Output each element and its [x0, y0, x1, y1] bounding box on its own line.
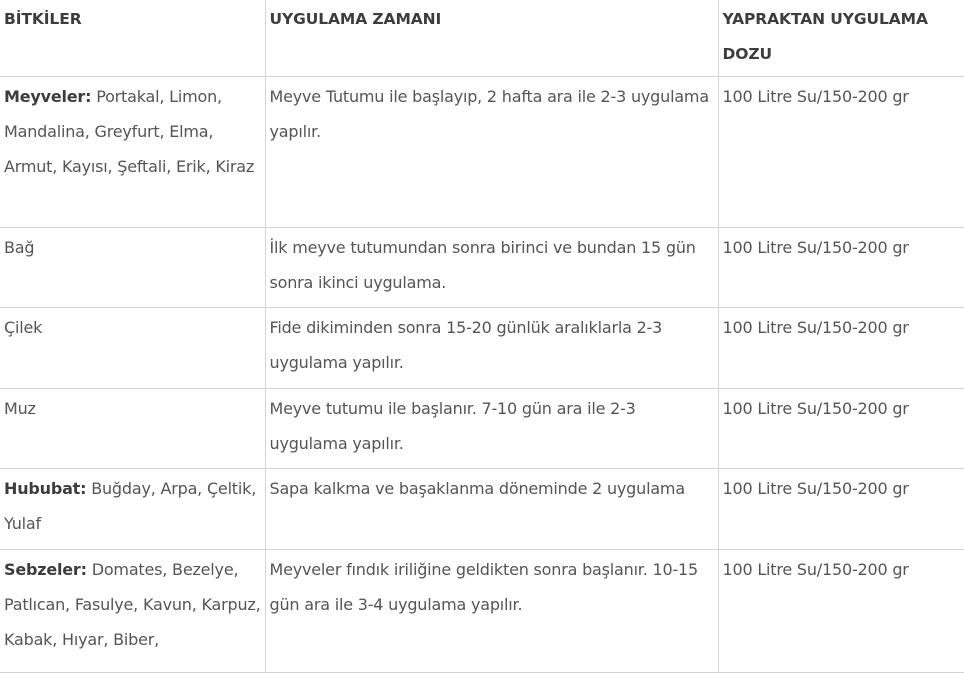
table-row [0, 389, 964, 469]
dose-cell: 100 Litre Su/150-200 gr [718, 77, 964, 228]
table-row [0, 550, 964, 673]
table-row [0, 77, 964, 228]
table-row [0, 228, 964, 308]
timing-cell: Meyve tutumu ile başlanır. 7-10 gün ara ile 2-3 uygulama yapılır. [265, 389, 718, 469]
plant-names: Portakal, Limon, Mandalina, Greyfurt, Elma, Armut, Kayısı, Şeftali, Erik, Kiraz [4, 87, 255, 176]
table-row [0, 308, 964, 389]
timing-cell: Fide dikiminden sonra 15-20 günlük aralıklarla 2-3 uygulama yapılır. [265, 308, 718, 389]
header-foliar-dose: YAPRAKTAN UYGULAMA DOZU [718, 0, 964, 77]
plants-cell [0, 77, 265, 228]
plant-names: Muz [4, 399, 36, 418]
plant-names: Çilek [4, 318, 43, 337]
dose-cell: 100 Litre Su/150-200 gr [718, 308, 964, 389]
header-application-time: UYGULAMA ZAMANI [265, 0, 718, 77]
plants-cell [0, 228, 265, 308]
timing-cell: Sapa kalkma ve başaklanma döneminde 2 uygulama [265, 469, 718, 550]
header-plants: BİTKİLER [0, 0, 265, 77]
timing-cell: Meyve Tutumu ile başlayıp, 2 hafta ara ile 2-3 uygulama yapılır. [265, 77, 718, 228]
plant-group-label: Sebzeler: [4, 560, 87, 579]
table-row [0, 469, 964, 550]
dose-cell: 100 Litre Su/150-200 gr [718, 469, 964, 550]
plant-group-label: Hububat: [4, 479, 87, 498]
plants-cell [0, 389, 265, 469]
timing-cell: İlk meyve tutumundan sonra birinci ve bundan 15 gün sonra ikinci uygulama. [265, 228, 718, 308]
plant-names: Buğday, Arpa, Çeltik, Yulaf [4, 479, 257, 533]
plant-names: Bağ [4, 238, 35, 257]
plant-group-label: Meyveler: [4, 87, 92, 106]
dose-cell: 100 Litre Su/150-200 gr [718, 389, 964, 469]
plants-cell [0, 308, 265, 389]
plants-cell [0, 469, 265, 550]
table-header-row [0, 0, 964, 77]
plant-names: Domates, Bezelye, Patlıcan, Fasulye, Kavun, Karpuz, Kabak, Hıyar, Biber, [4, 560, 261, 649]
dose-cell: 100 Litre Su/150-200 gr [718, 550, 964, 673]
dose-cell: 100 Litre Su/150-200 gr [718, 228, 964, 308]
timing-cell: Meyveler fındık iriliğine geldikten sonra başlanır. 10-15 gün ara ile 3-4 uygulama yapılır. [265, 550, 718, 673]
plants-cell [0, 550, 265, 673]
